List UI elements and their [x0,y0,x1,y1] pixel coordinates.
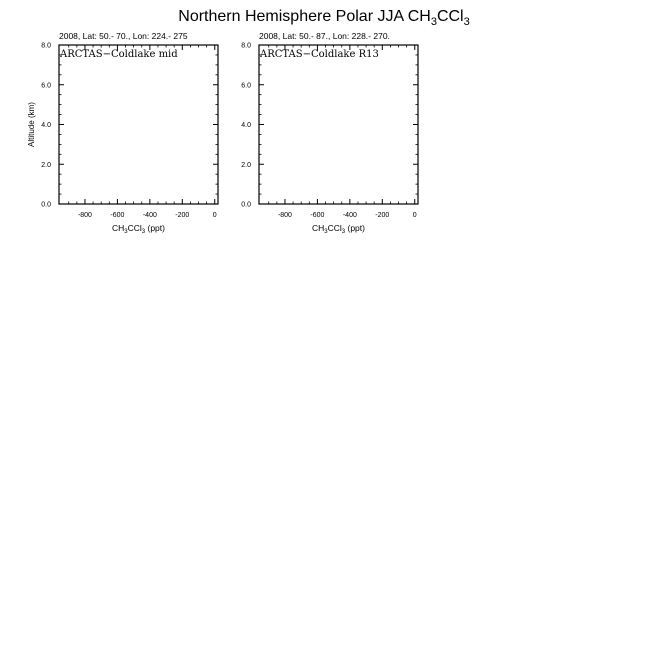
page-title-sub2: 3 [463,16,470,29]
chart-panel-1 [27,31,218,235]
x-tick-label: -800 [277,212,292,219]
plot-frame [259,45,418,204]
y-axis-label: Altitude (km) [27,102,36,147]
x-tick-label: -400 [342,212,357,219]
y-tick-label: 4.0 [41,122,51,129]
x-tick-label: 0 [212,212,217,219]
y-tick-label: 0.0 [241,201,251,209]
y-tick-label: 6.0 [241,82,251,90]
y-tick-label: 0.0 [41,201,51,209]
chart-panel-2 [241,31,418,235]
x-tick-label: -400 [142,212,157,219]
y-tick-label: 6.0 [41,82,51,90]
x-axis-label: $CH_3CCl_3$ (ppt) [112,223,165,235]
y-tick-label: 4.0 [241,122,251,129]
panel-subtitle: 2008, Lat: 50.- 87., Lon: 228.- 270. [259,31,390,41]
panel-subtitle: 2008, Lat: 50.- 70., Lon: 224.- 275 [59,31,188,41]
y-tick-label: 8.0 [241,42,251,50]
panel-annotation: ARCTAS−Coldlake mid [60,49,178,60]
x-tick-label: -600 [310,212,325,219]
page-title-sub1: 3 [430,16,437,29]
y-tick-label: 2.0 [41,161,51,169]
x-tick-label: -600 [110,212,125,219]
page-title-mid: CCl [436,8,464,25]
plot-frame [59,45,218,204]
x-tick-label: 0 [412,212,417,219]
x-axis-label: $CH_3CCl_3$ (ppt) [312,223,365,235]
y-tick-label: 8.0 [41,42,51,50]
y-tick-label: 2.0 [241,161,251,169]
panel-annotation: ARCTAS−Coldlake R13 [260,49,379,60]
x-tick-label: -200 [175,212,190,219]
x-tick-label: -800 [77,212,92,219]
x-tick-label: -200 [375,212,390,219]
page-title-prefix: Northern Hemisphere Polar JJA CH [178,8,431,25]
